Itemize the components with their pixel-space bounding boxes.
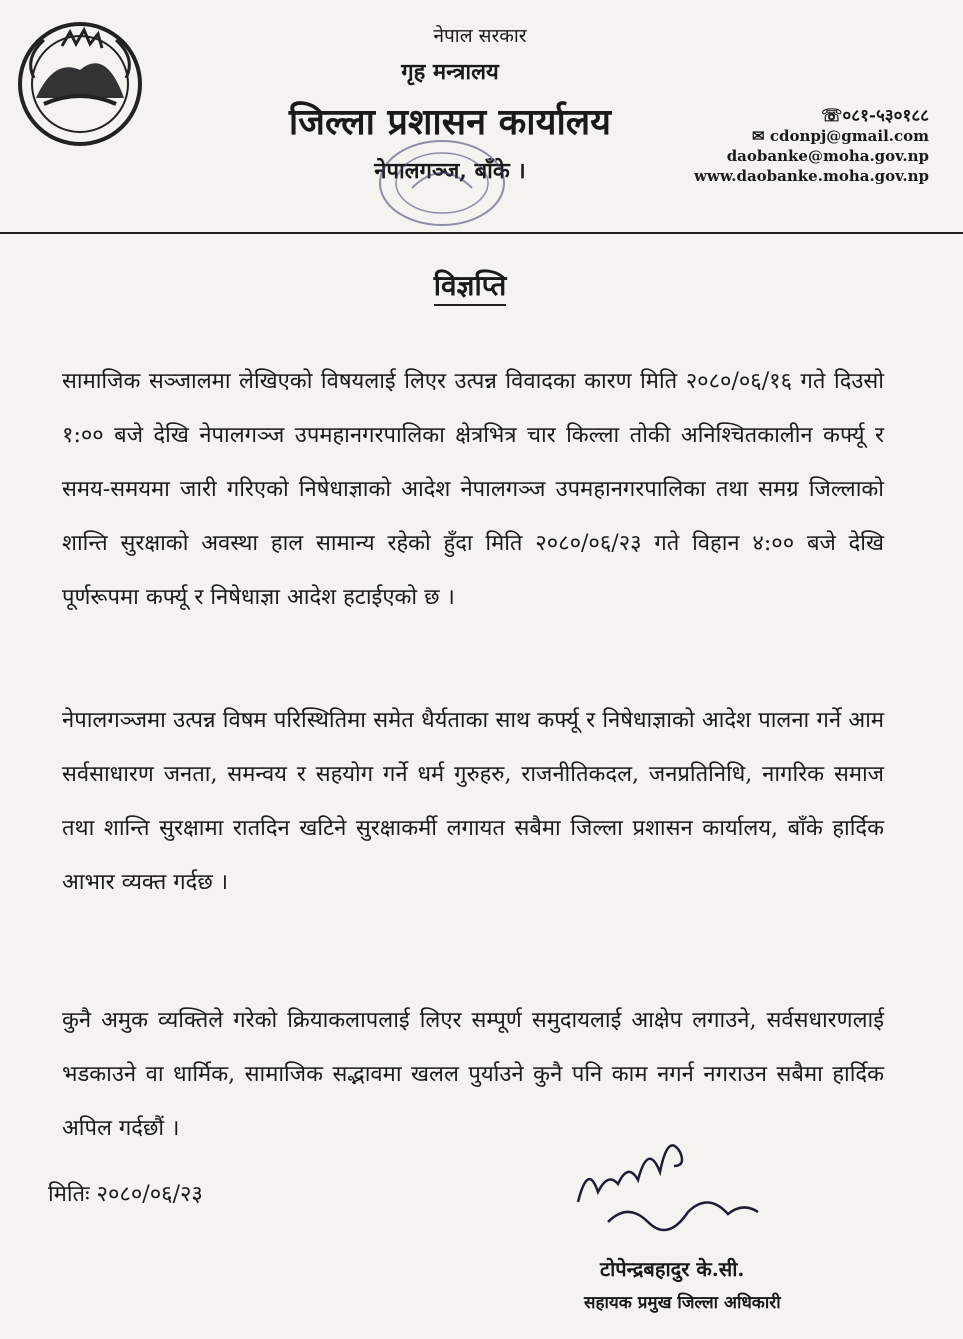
phone-number: ☏०८१-५३०१८८ (821, 106, 929, 126)
notice-title: विज्ञप्ति (0, 266, 940, 304)
signer-name: टोपेन्द्रबहादुर के.सी. (600, 1257, 745, 1281)
paragraph-1: सामाजिक सञ्जालमा लेखिएको विषयलाई लिएर उत्पन्न विवादका कारण मिति २०८०/०६/१६ गते दिउसो १:०० बजे देखि नेपालगञ्ज उपमहानगरपालिका क्षेत्रभित्र चार किल्ला तोकी अनिश्चितकालीन कर्फ्यू र समय-समयमा जारी गरिएको निषेधाज्ञाको आदेश नेपालगञ्ज उपमहानगरपालिका तथा समग्र जिल्लाको शान्ति सुरक्षाको अवस्था हाल सामान्य रहेको हुँदा मिति २०८०/०६/२३ गते विहान ४:०० बजे देखि पूर्णरूपमा कर्फ्यू र निषेधाज्ञा आदेश हटाईएको छ । (62, 369, 884, 610)
contact-block (694, 106, 929, 186)
header-divider (0, 232, 963, 234)
ministry-heading: गृह मन्त्रालय (401, 59, 499, 85)
email-secondary: daobanke@moha.gov.np (726, 147, 929, 165)
paragraph-2: नेपालगञ्जमा उत्पन्न विषम परिस्थितिमा समेत धैर्यताका साथ कर्फ्यू र निषेधाज्ञाको आदेश पालना गर्ने आम सर्वसाधारण जनता, समन्वय र सहयोग गर्ने धर्म गुरुहरु, राजनीतिकदल, जनप्रतिनिधि, नागरिक समाज तथा शान्ति सुरक्षामा रातदिन खटिने सुरक्षाकर्मी लगायत सबैमा जिल्ला प्रशासन कार्यालय, बाँके हार्दिक आभार व्यक्त गर्दछ । (62, 708, 884, 895)
handwritten-signature (568, 1122, 778, 1252)
paragraph-3: कुनै अमुक व्यक्तिले गरेको क्रियाकलापलाई लिएर सम्पूर्ण समुदायलाई आक्षेप लगाउने, सर्वसधारणलाई भडकाउने वा धार्मिक, सामाजिक सद्भावमा खलल पुर्याउने कुनै पनि काम नगर्न नगराउन सबैमा हार्दिक अपिल गर्दछौं । (62, 1008, 884, 1141)
office-stamp (362, 128, 522, 248)
office-heading: जिल्ला प्रशासन कार्यालय (288, 101, 612, 143)
office-location: नेपालगञ्ज, बाँके । (374, 158, 526, 184)
government-heading: नेपाल सरकार (433, 25, 527, 47)
issue-date: मितिः २०८०/०६/२३ (48, 1182, 203, 1207)
website-link: www.daobanke.moha.gov.np (694, 167, 929, 185)
email-primary: ✉ cdonpj@gmail.com (752, 127, 929, 145)
signer-title: सहायक प्रमुख जिल्ला अधिकारी (584, 1293, 781, 1313)
